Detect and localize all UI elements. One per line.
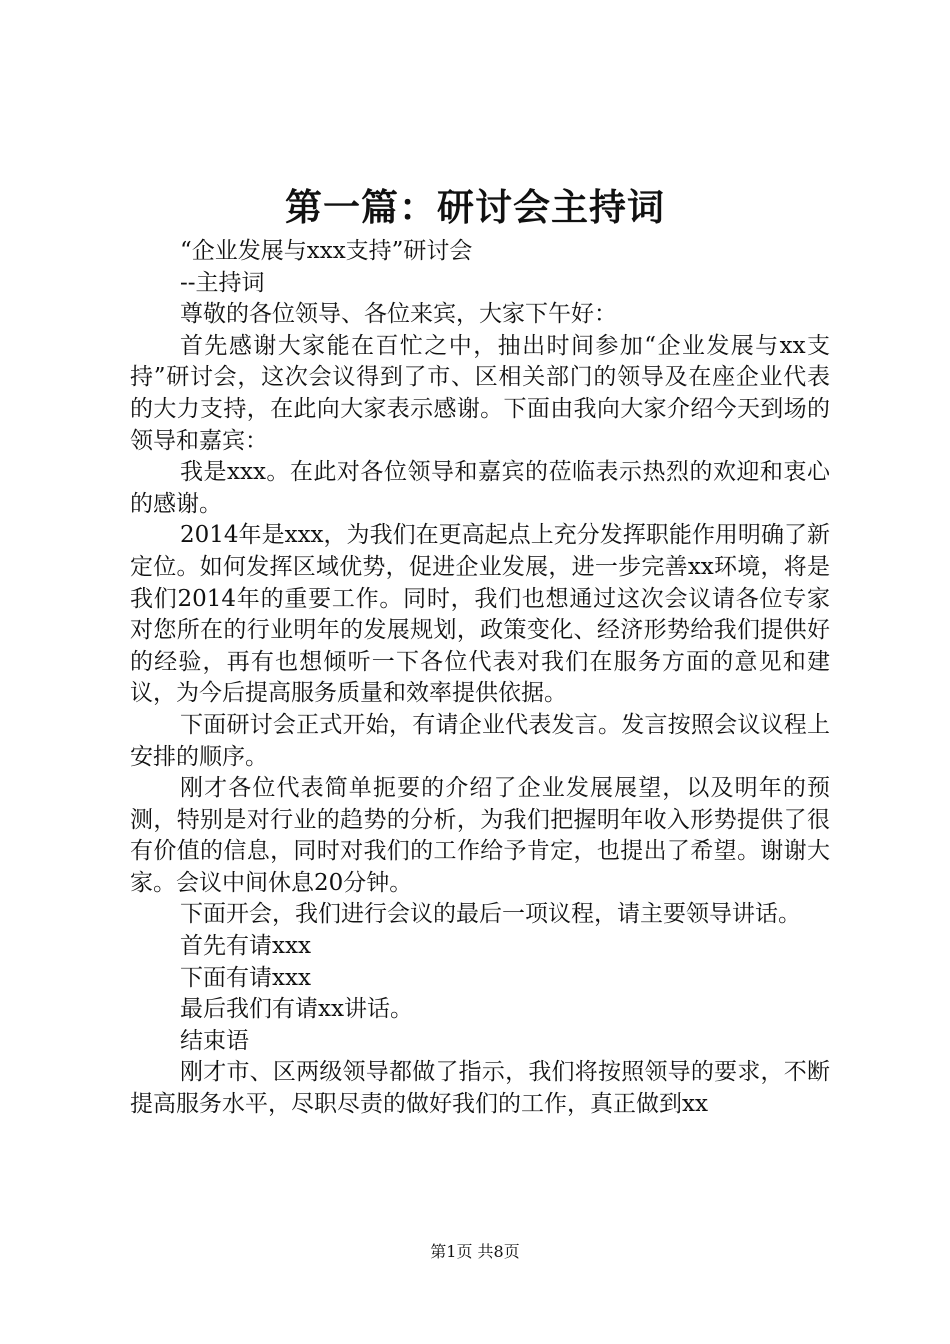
paragraph: 2014年是xxx，为我们在更高起点上充分发挥职能作用明确了新定位。如何发挥区域优势，促进企业发展，进一步完善xx环境，将是我们2014年的重要工作。同时，我们也想通过这次会议请各位专家对您所在的行业明年的发展规划，政策变化、经济形势给我们提供好的经验，再有也想倾听一下各位代表对我们在服务方面的意见和建议，为今后提高服务质量和效率提供依据。	[130, 522, 830, 707]
paragraph: 尊敬的各位领导、各位来宾，大家下午好：	[180, 301, 617, 328]
paragraph: 最后我们有请xx讲话。	[180, 996, 413, 1023]
paragraph: “企业发展与xxx支持”研讨会	[180, 238, 473, 264]
paragraph: 首先有请xxx	[180, 933, 311, 960]
document-title: 第一篇：研讨会主持词	[285, 186, 665, 229]
paragraph: 下面开会，我们进行会议的最后一项议程，请主要领导讲话。	[180, 901, 801, 928]
paragraph: 刚才市、区两级领导都做了指示，我们将按照领导的要求，不断提高服务水平，尽职尽责的做好我们的工作，真正做到xx	[130, 1059, 830, 1118]
paragraph: --主持词	[180, 269, 265, 296]
paragraph: 刚才各位代表简单扼要的介绍了企业发展展望，以及明年的预测，特别是对行业的趋势的分析，为我们把握明年收入形势提供了很有价值的信息，同时对我们的工作给予肯定，也提出了希望。谢谢大家。会议中间休息20分钟。	[130, 775, 830, 896]
paragraph: 结束语	[180, 1027, 249, 1054]
document-body	[130, 236, 830, 1121]
paragraph: 首先感谢大家能在百忙之中，抽出时间参加“企业发展与xx支持”研讨会，这次会议得到了市、区相关部门的领导及在座企业代表的大力支持，在此向大家表示感谢。下面由我向大家介绍今天到场的领导和嘉宾：	[130, 332, 830, 454]
paragraph: 我是xxx。在此对各位领导和嘉宾的莅临表示热烈的欢迎和衷心的感谢。	[130, 459, 830, 517]
paragraph: 下面有请xxx	[180, 964, 311, 991]
page-number-footer: 第1页 共8页	[430, 1242, 520, 1261]
paragraph: 下面研讨会正式开始，有请企业代表发言。发言按照会议议程上安排的顺序。	[130, 711, 830, 770]
